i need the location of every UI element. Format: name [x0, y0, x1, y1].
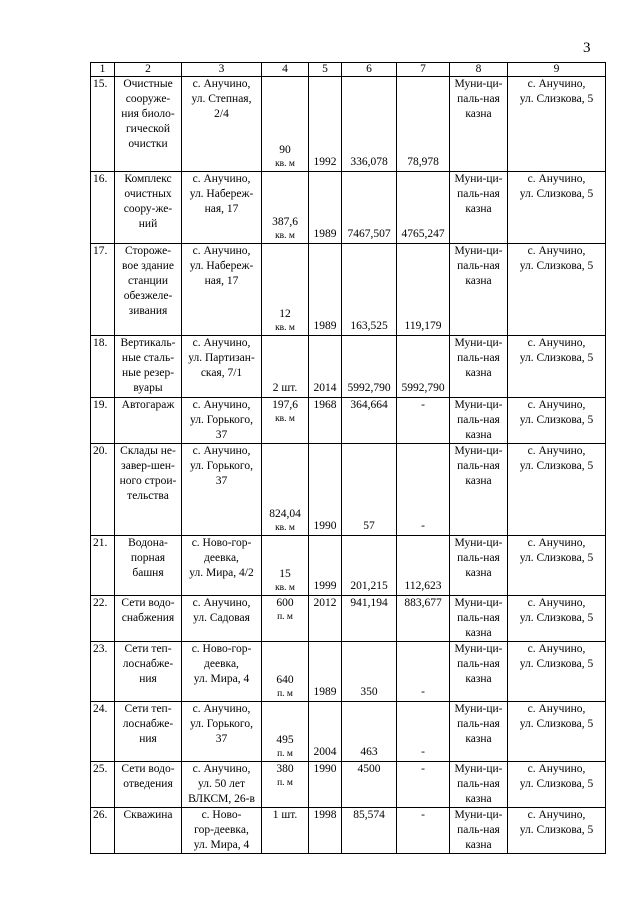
holder-address — [508, 444, 606, 536]
residual-value — [397, 398, 450, 444]
object-area-text: 387,6 — [272, 216, 298, 228]
object-address-text: с. Анучино, ул. Садовая — [192, 597, 251, 624]
object-year-text: 1968 — [313, 399, 337, 411]
object-year — [309, 536, 342, 596]
column-header-8: 8 — [450, 63, 508, 77]
book-value — [342, 77, 397, 172]
owner-type-text: Муни-ци- паль-ная казна — [454, 763, 503, 805]
book-value-text: 463 — [360, 746, 378, 758]
object-year — [309, 762, 342, 808]
holder-address-text: с. Анучино, ул. Слизкова, 5 — [519, 337, 594, 364]
object-address-text: с. Анучино, ул. Горького, 37 — [190, 445, 253, 487]
table-row — [91, 642, 606, 702]
unit-label: п. м — [277, 778, 293, 788]
object-area — [262, 244, 309, 336]
residual-value — [397, 244, 450, 336]
table-row — [91, 77, 606, 172]
owner-type-text: Муни-ци- паль-ная казна — [454, 337, 503, 379]
owner-type-text: Муни-ци- паль-ная казна — [454, 643, 503, 685]
owner-type-text: Муни-ци- паль-ная казна — [454, 245, 503, 287]
object-name — [115, 536, 182, 596]
row-number — [91, 244, 115, 336]
column-header-6: 6 — [342, 63, 397, 77]
book-value — [342, 596, 397, 642]
owner-type-text: Муни-ци- паль-ная казна — [454, 173, 503, 215]
object-address — [182, 244, 262, 336]
book-value-text: 163,525 — [350, 320, 388, 332]
holder-address — [508, 642, 606, 702]
holder-address-text: с. Анучино, ул. Слизкова, 5 — [519, 537, 594, 564]
residual-value-text: - — [421, 686, 425, 698]
column-header-2: 2 — [115, 63, 182, 77]
table-row — [91, 762, 606, 808]
object-area — [262, 762, 309, 808]
row-number-text: 23. — [93, 643, 108, 655]
holder-address — [508, 77, 606, 172]
book-value — [342, 702, 397, 762]
object-name — [115, 808, 182, 854]
unit-label: кв. м — [275, 583, 295, 593]
row-number-text: 22. — [93, 597, 108, 609]
object-year — [309, 336, 342, 398]
owner-type-text: Муни-ци- паль-ная казна — [454, 809, 503, 851]
book-value-text: 941,194 — [350, 597, 388, 609]
holder-address-text: с. Анучино, ул. Слизкова, 5 — [519, 78, 594, 105]
object-address-text: с. Анучино, ул. Партизан- ская, 7/1 — [188, 337, 255, 379]
book-value-text: 350 — [360, 686, 378, 698]
holder-address — [508, 702, 606, 762]
book-value-text: 5992,790 — [347, 382, 391, 394]
object-name-text: Очистные сооруже- ния биоло- гической очистки — [121, 78, 175, 150]
object-address — [182, 172, 262, 244]
object-name-text: Склады не- завер-шен- ного строи- тельства — [119, 445, 177, 502]
object-address — [182, 762, 262, 808]
book-value — [342, 336, 397, 398]
object-area-text: 12 — [279, 308, 291, 320]
residual-value-text: - — [421, 809, 425, 821]
residual-value — [397, 172, 450, 244]
book-value-text: 85,574 — [353, 809, 385, 821]
book-value — [342, 398, 397, 444]
book-value-text: 4500 — [357, 763, 381, 775]
object-address-text: с. Ново-гор- деевка, ул. Мира, 4/2 — [189, 537, 254, 579]
object-area-text: 90 — [279, 144, 291, 156]
object-name — [115, 336, 182, 398]
unit-label: кв. м — [275, 414, 295, 424]
object-year — [309, 642, 342, 702]
object-name-text: Сети водо- снабжения — [121, 597, 175, 624]
holder-address — [508, 336, 606, 398]
object-year — [309, 77, 342, 172]
residual-value — [397, 444, 450, 536]
object-year — [309, 172, 342, 244]
object-year-text: 1999 — [313, 580, 337, 592]
holder-address — [508, 536, 606, 596]
book-value-text: 201,215 — [350, 580, 388, 592]
holder-address — [508, 762, 606, 808]
object-area — [262, 398, 309, 444]
object-area-text: 380 — [276, 763, 294, 775]
object-address — [182, 336, 262, 398]
owner-type-text: Муни-ци- паль-ная казна — [454, 78, 503, 120]
row-number — [91, 336, 115, 398]
object-name-text: Сети водо- отведения — [121, 763, 175, 790]
owner-type — [450, 398, 508, 444]
column-header-9: 9 — [508, 63, 606, 77]
unit-label: п. м — [277, 689, 293, 699]
object-year-text: 2012 — [313, 597, 337, 609]
column-header-1: 1 — [91, 63, 115, 77]
book-value — [342, 172, 397, 244]
holder-address-text: с. Анучино, ул. Слизкова, 5 — [519, 597, 594, 624]
object-address-text: с. Анучино, ул. Степная, 2/4 — [191, 78, 252, 120]
object-area-text: 640 — [276, 674, 294, 686]
residual-value-text: 5992,790 — [401, 382, 445, 394]
owner-type — [450, 77, 508, 172]
table-row — [91, 596, 606, 642]
object-name — [115, 172, 182, 244]
row-number-text: 26. — [93, 809, 108, 821]
object-address-text: с. Ново- гор-деевка, ул. Мира, 4 — [193, 809, 250, 851]
holder-address-text: с. Анучино, ул. Слизкова, 5 — [519, 245, 594, 272]
residual-value-text: - — [421, 746, 425, 758]
object-address — [182, 596, 262, 642]
object-name — [115, 77, 182, 172]
row-number — [91, 642, 115, 702]
object-name — [115, 444, 182, 536]
table-body — [91, 77, 606, 854]
object-area-text: 495 — [276, 734, 294, 746]
owner-type — [450, 596, 508, 642]
row-number — [91, 172, 115, 244]
object-address — [182, 536, 262, 596]
table-row — [91, 536, 606, 596]
object-address — [182, 77, 262, 172]
residual-value — [397, 762, 450, 808]
object-name-text: Водона- порная башня — [128, 537, 168, 579]
residual-value-text: - — [421, 520, 425, 532]
book-value-text: 336,078 — [350, 156, 388, 168]
book-value — [342, 244, 397, 336]
owner-type — [450, 244, 508, 336]
page-number: 3 — [583, 40, 591, 56]
object-area-text: 600 — [276, 597, 294, 609]
holder-address-text: с. Анучино, ул. Слизкова, 5 — [519, 399, 594, 426]
row-number — [91, 398, 115, 444]
row-number — [91, 77, 115, 172]
column-header-3: 3 — [182, 63, 262, 77]
owner-type-text: Муни-ци- паль-ная казна — [454, 445, 503, 487]
property-table — [90, 62, 606, 854]
object-year-text: 2014 — [313, 382, 337, 394]
row-number-text: 17. — [93, 245, 108, 257]
holder-address-text: с. Анучино, ул. Слизкова, 5 — [519, 643, 594, 670]
table-row — [91, 808, 606, 854]
object-name — [115, 702, 182, 762]
residual-value — [397, 536, 450, 596]
header-row — [91, 63, 606, 77]
book-value — [342, 808, 397, 854]
object-year-text: 1990 — [313, 763, 337, 775]
owner-type — [450, 642, 508, 702]
object-area — [262, 444, 309, 536]
object-year-text: 2004 — [313, 746, 337, 758]
object-name-text: Автогараж — [121, 399, 175, 411]
book-value — [342, 642, 397, 702]
owner-type — [450, 336, 508, 398]
row-number-text: 19. — [93, 399, 108, 411]
book-value-text: 57 — [363, 520, 375, 532]
object-address — [182, 444, 262, 536]
book-value — [342, 762, 397, 808]
object-area-text: 2 шт. — [272, 382, 298, 394]
row-number — [91, 808, 115, 854]
object-year — [309, 702, 342, 762]
object-name-text: Скважина — [123, 809, 173, 821]
object-address — [182, 642, 262, 702]
residual-value-text: - — [421, 763, 425, 775]
holder-address-text: с. Анучино, ул. Слизкова, 5 — [519, 703, 594, 730]
residual-value-text: 883,677 — [404, 597, 442, 609]
object-address-text: с. Анучино, ул. Горького, 37 — [190, 399, 253, 441]
residual-value-text: 78,978 — [407, 156, 439, 168]
table-row — [91, 172, 606, 244]
object-area — [262, 702, 309, 762]
holder-address — [508, 172, 606, 244]
row-number-text: 24. — [93, 703, 108, 715]
object-year — [309, 444, 342, 536]
holder-address — [508, 398, 606, 444]
residual-value — [397, 77, 450, 172]
residual-value-text: 119,179 — [404, 320, 442, 332]
object-address-text: с. Анучино, ул. Набереж- ная, 17 — [189, 245, 254, 287]
row-number-text: 16. — [93, 173, 108, 185]
book-value-text: 7467,507 — [347, 228, 391, 240]
row-number — [91, 596, 115, 642]
object-address-text: с. Анучино, ул. Набереж- ная, 17 — [189, 173, 254, 215]
unit-label: кв. м — [275, 523, 295, 533]
row-number-text: 20. — [93, 445, 108, 457]
object-year-text: 1998 — [313, 809, 337, 821]
object-name — [115, 762, 182, 808]
unit-label: п. м — [277, 749, 293, 759]
object-area-text: 1 шт. — [272, 809, 298, 821]
object-address-text: с. Анучино, ул. 50 лет ВЛКСМ, 26-в — [188, 763, 255, 805]
residual-value — [397, 336, 450, 398]
column-header-7: 7 — [397, 63, 450, 77]
residual-value — [397, 702, 450, 762]
row-number-text: 21. — [93, 537, 108, 549]
owner-type-text: Муни-ци- паль-ная казна — [454, 703, 503, 745]
owner-type — [450, 762, 508, 808]
object-year-text: 1989 — [313, 320, 337, 332]
object-area — [262, 172, 309, 244]
residual-value — [397, 642, 450, 702]
object-name — [115, 642, 182, 702]
holder-address — [508, 596, 606, 642]
owner-type-text: Муни-ци- паль-ная казна — [454, 597, 503, 639]
row-number-text: 18. — [93, 337, 108, 349]
book-value — [342, 536, 397, 596]
unit-label: кв. м — [275, 323, 295, 333]
object-area — [262, 336, 309, 398]
object-year-text: 1989 — [313, 228, 337, 240]
book-value-text: 364,664 — [350, 399, 388, 411]
holder-address — [508, 244, 606, 336]
row-number-text: 15. — [93, 78, 108, 90]
object-address — [182, 808, 262, 854]
table-row — [91, 244, 606, 336]
residual-value — [397, 596, 450, 642]
object-year — [309, 596, 342, 642]
holder-address-text: с. Анучино, ул. Слизкова, 5 — [519, 809, 594, 836]
object-year-text: 1992 — [313, 156, 337, 168]
owner-type-text: Муни-ци- паль-ная казна — [454, 399, 503, 441]
object-area — [262, 808, 309, 854]
object-year — [309, 398, 342, 444]
object-year — [309, 244, 342, 336]
residual-value-text: 112,623 — [404, 580, 442, 592]
owner-type — [450, 702, 508, 762]
owner-type-text: Муни-ци- паль-ная казна — [454, 537, 503, 579]
object-name-text: Вертикаль- ные сталь- ные резер- вуары — [120, 337, 176, 394]
object-name-text: Сети теп- лоснабже- ния — [122, 703, 174, 745]
column-header-5: 5 — [309, 63, 342, 77]
row-number — [91, 536, 115, 596]
object-area-text: 824,04 — [269, 508, 301, 520]
object-area — [262, 536, 309, 596]
object-address — [182, 702, 262, 762]
owner-type — [450, 444, 508, 536]
object-name-text: Комплекс очистных соору-же- ний — [123, 173, 173, 230]
holder-address — [508, 808, 606, 854]
object-year — [309, 808, 342, 854]
object-area-text: 197,6 — [272, 399, 298, 411]
object-name-text: Стороже- вое здание станции обезжеле- зивания — [122, 245, 174, 317]
object-area — [262, 642, 309, 702]
residual-value-text: - — [421, 399, 425, 411]
object-area — [262, 77, 309, 172]
table-row — [91, 444, 606, 536]
owner-type — [450, 808, 508, 854]
table-row — [91, 398, 606, 444]
residual-value-text: 4765,247 — [401, 228, 445, 240]
owner-type — [450, 536, 508, 596]
object-name-text: Сети теп- лоснабже- ния — [122, 643, 174, 685]
column-header-4: 4 — [262, 63, 309, 77]
residual-value — [397, 808, 450, 854]
holder-address-text: с. Анучино, ул. Слизкова, 5 — [519, 445, 594, 472]
holder-address-text: с. Анучино, ул. Слизкова, 5 — [519, 763, 594, 790]
table-row — [91, 336, 606, 398]
unit-label: кв. м — [275, 159, 295, 169]
holder-address-text: с. Анучино, ул. Слизкова, 5 — [519, 173, 594, 200]
table-row — [91, 702, 606, 762]
object-address — [182, 398, 262, 444]
object-name — [115, 244, 182, 336]
object-year-text: 1989 — [313, 686, 337, 698]
object-address-text: с. Анучино, ул. Горького, 37 — [190, 703, 253, 745]
unit-label: п. м — [277, 612, 293, 622]
object-year-text: 1990 — [313, 520, 337, 532]
object-name — [115, 596, 182, 642]
unit-label: кв. м — [275, 231, 295, 241]
book-value — [342, 444, 397, 536]
object-area — [262, 596, 309, 642]
row-number — [91, 444, 115, 536]
row-number — [91, 702, 115, 762]
object-area-text: 15 — [279, 568, 291, 580]
owner-type — [450, 172, 508, 244]
row-number — [91, 762, 115, 808]
object-address-text: с. Ново-гор- деевка, ул. Мира, 4 — [191, 643, 252, 685]
object-name — [115, 398, 182, 444]
row-number-text: 25. — [93, 763, 108, 775]
